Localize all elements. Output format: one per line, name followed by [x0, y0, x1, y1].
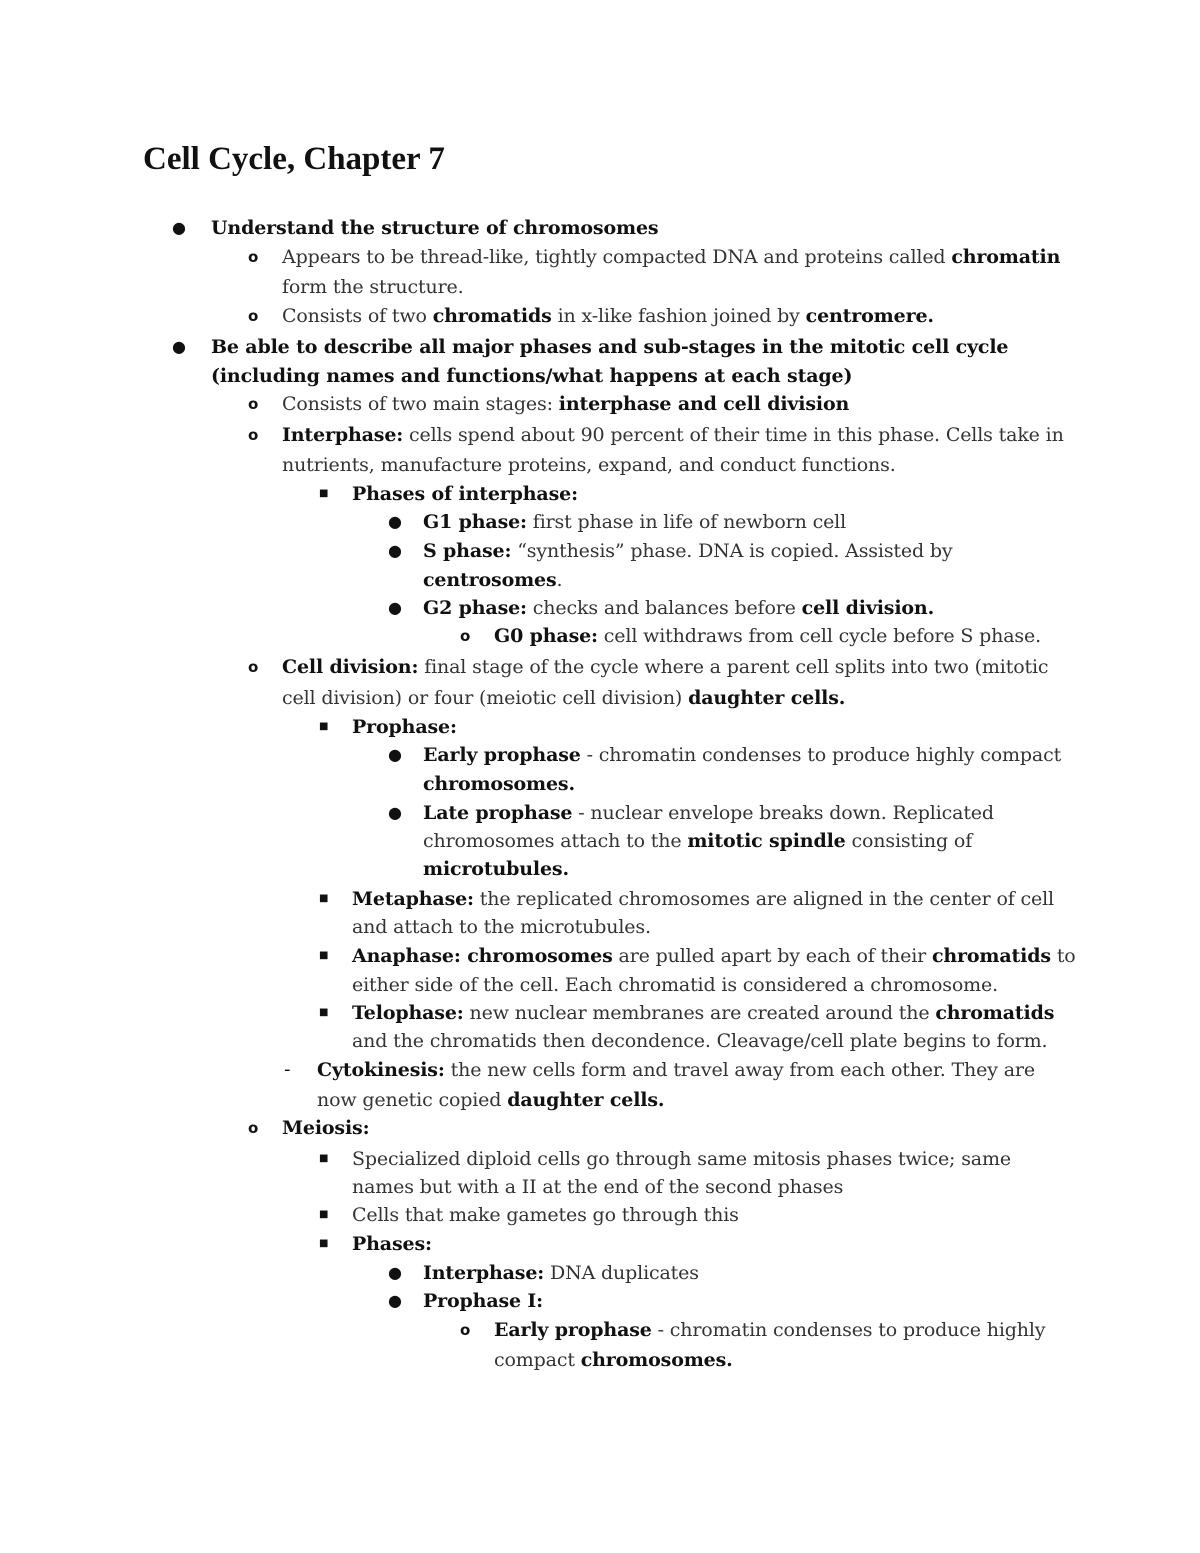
disc-bullet-icon: ● [172, 337, 186, 356]
bold-term: chromatin [951, 246, 1061, 268]
note-line [282, 421, 1064, 449]
note-line [494, 1316, 1045, 1344]
bold-term: Meiosis: [282, 1117, 370, 1139]
bold-term: chromatids [931, 945, 1051, 967]
note-line [211, 333, 1008, 361]
disc-bullet-icon: ● [388, 803, 402, 822]
note-line [423, 827, 972, 855]
note-line [352, 1230, 432, 1258]
bold-term: chromosomes. [580, 1349, 733, 1371]
note-line [423, 1287, 543, 1315]
note-line [423, 770, 575, 798]
text-run: consisting of [845, 830, 973, 852]
text-run: form the structure. [282, 276, 464, 298]
bold-term: chromatids [935, 1002, 1055, 1024]
text-run: Specialized diploid cells go through same mitosis phases twice; same [352, 1148, 1011, 1170]
bold-term: G2 phase: [423, 597, 527, 619]
bold-term: Late prophase [423, 802, 573, 824]
square-bullet-icon: ■ [319, 1209, 329, 1220]
note-line [282, 451, 896, 479]
text-run: final stage of the cycle where a parent cell splits into two (mitotic [418, 656, 1049, 678]
square-bullet-icon: ■ [319, 721, 329, 732]
text-run: - nuclear envelope breaks down. Replicated [572, 802, 994, 824]
text-run: - chromatin condenses to produce highly compact [580, 744, 1062, 766]
disc-bullet-icon: ● [388, 598, 402, 617]
note-line [352, 1173, 843, 1201]
bold-term: Interphase: [282, 424, 404, 446]
page-title: Cell Cycle, Chapter 7 [143, 141, 445, 177]
text-run: names but with a II at the end of the second phases [352, 1176, 844, 1198]
text-run: “synthesis” phase. DNA is copied. Assisted by [511, 540, 953, 562]
note-line [423, 855, 569, 883]
circle-bullet-icon: o [248, 248, 259, 266]
bold-term: G1 phase: [423, 511, 527, 533]
square-bullet-icon: ■ [319, 893, 329, 904]
text-run: chromosomes attach to the [423, 830, 688, 852]
circle-bullet-icon: o [248, 307, 259, 325]
note-line [282, 653, 1048, 681]
bold-term: microtubules. [423, 858, 569, 880]
disc-bullet-icon: ● [388, 1263, 402, 1282]
note-line [352, 913, 651, 941]
note-line [352, 480, 578, 508]
bold-term: Cytokinesis: [317, 1059, 445, 1081]
disc-bullet-icon: ● [388, 541, 402, 560]
bold-term: Prophase: [352, 716, 457, 738]
bold-term: Prophase I: [423, 1290, 544, 1312]
bold-term: G0 phase: [494, 625, 598, 647]
bold-term: (including names and functions/what happens at each stage) [211, 365, 853, 387]
note-line [211, 214, 658, 242]
circle-bullet-icon: o [248, 395, 259, 413]
note-line [423, 508, 846, 536]
text-run: checks and balances before [526, 597, 802, 619]
note-line [352, 1027, 1047, 1055]
bold-term: chromosomes. [423, 773, 575, 795]
note-line [282, 273, 464, 301]
note-line [352, 942, 1076, 970]
text-run: Consists of two [282, 305, 433, 327]
text-run: are pulled apart by each of their [612, 945, 932, 967]
text-run: - chromatin condenses to produce highly [651, 1319, 1046, 1341]
text-run: in x-like fashion joined by [551, 305, 806, 327]
note-line [282, 302, 934, 330]
bold-term: chromatids [432, 305, 552, 327]
bold-term: daughter cells. [507, 1089, 665, 1111]
bold-term: Phases of interphase: [352, 483, 578, 505]
bold-term: centromere. [805, 305, 934, 327]
note-line [211, 362, 852, 390]
bold-term: Early prophase [494, 1319, 652, 1341]
note-line [423, 537, 953, 565]
note-line [282, 684, 845, 712]
dash-bullet-icon: - [284, 1059, 291, 1080]
text-run: new nuclear membranes are created around the [463, 1002, 936, 1024]
note-line [282, 1114, 369, 1142]
bold-term: S phase: [423, 540, 512, 562]
note-line [423, 741, 1061, 769]
note-line [423, 799, 994, 827]
text-run: nutrients, manufacture proteins, expand, and conduct functions. [282, 454, 896, 476]
bold-term: Telophase: [352, 1002, 464, 1024]
text-run: compact [494, 1349, 581, 1371]
text-run: and attach to the microtubules. [352, 916, 651, 938]
disc-bullet-icon: ● [388, 512, 402, 531]
note-line [282, 243, 1060, 271]
bold-term: centrosomes [423, 569, 557, 591]
text-run: and the chromatids then decondence. Cleavage/cell plate begins to form. [352, 1030, 1048, 1052]
note-line [352, 713, 457, 741]
disc-bullet-icon: ● [388, 1291, 402, 1310]
square-bullet-icon: ■ [319, 1007, 329, 1018]
bold-term: mitotic spindle [687, 830, 846, 852]
note-line [494, 622, 1041, 650]
bold-term: Metaphase: [352, 888, 474, 910]
note-line [352, 971, 998, 999]
bold-term: Anaphase: chromosomes [352, 945, 613, 967]
text-run: to [1050, 945, 1076, 967]
square-bullet-icon: ■ [319, 1153, 329, 1164]
text-run: cell withdraws from cell cycle before S phase. [597, 625, 1041, 647]
text-run: the replicated chromosomes are aligned in the center of cell [473, 888, 1054, 910]
text-run: . [556, 569, 563, 591]
circle-bullet-icon: o [248, 658, 259, 676]
note-line [352, 1145, 1011, 1173]
note-line [317, 1056, 1035, 1084]
disc-bullet-icon: ● [388, 745, 402, 764]
circle-bullet-icon: o [248, 426, 259, 444]
circle-bullet-icon: o [460, 1321, 471, 1339]
bold-term: interphase and cell division [558, 393, 850, 415]
bold-term: cell division. [801, 597, 935, 619]
bold-term: daughter cells. [688, 687, 846, 709]
note-line [423, 594, 934, 622]
square-bullet-icon: ■ [319, 1238, 329, 1249]
note-line [282, 390, 849, 418]
bold-term: Early prophase [423, 744, 581, 766]
text-run: either side of the cell. Each chromatid is considered a chromosome. [352, 974, 998, 996]
circle-bullet-icon: o [460, 627, 471, 645]
text-run: the new cells form and travel away from each other. They are [444, 1059, 1035, 1081]
text-run: Cells that make gametes go through this [352, 1204, 739, 1226]
text-run: DNA duplicates [544, 1262, 699, 1284]
disc-bullet-icon: ● [172, 218, 186, 237]
note-line [352, 999, 1054, 1027]
text-run: first phase in life of newborn cell [526, 511, 847, 533]
circle-bullet-icon: o [248, 1119, 259, 1137]
text-run: cell division) or four (meiotic cell division) [282, 687, 689, 709]
text-run: Consists of two main stages: [282, 393, 559, 415]
square-bullet-icon: ■ [319, 488, 329, 499]
note-line [352, 885, 1054, 913]
bold-term: Understand the structure of chromosomes [211, 217, 659, 239]
note-line [494, 1346, 733, 1374]
text-run: Appears to be thread-like, tightly compacted DNA and proteins called [282, 246, 952, 268]
bold-term: Cell division: [282, 656, 419, 678]
note-line [352, 1201, 739, 1229]
note-line [423, 566, 562, 594]
square-bullet-icon: ■ [319, 950, 329, 961]
bold-term: Interphase: [423, 1262, 545, 1284]
text-run: cells spend about 90 percent of their time in this phase. Cells take in [403, 424, 1064, 446]
bold-term: Be able to describe all major phases and sub-stages in the mitotic cell cycle [211, 336, 1009, 358]
note-line [423, 1259, 699, 1287]
text-run: now genetic copied [317, 1089, 508, 1111]
bold-term: Phases: [352, 1233, 432, 1255]
note-line [317, 1086, 664, 1114]
